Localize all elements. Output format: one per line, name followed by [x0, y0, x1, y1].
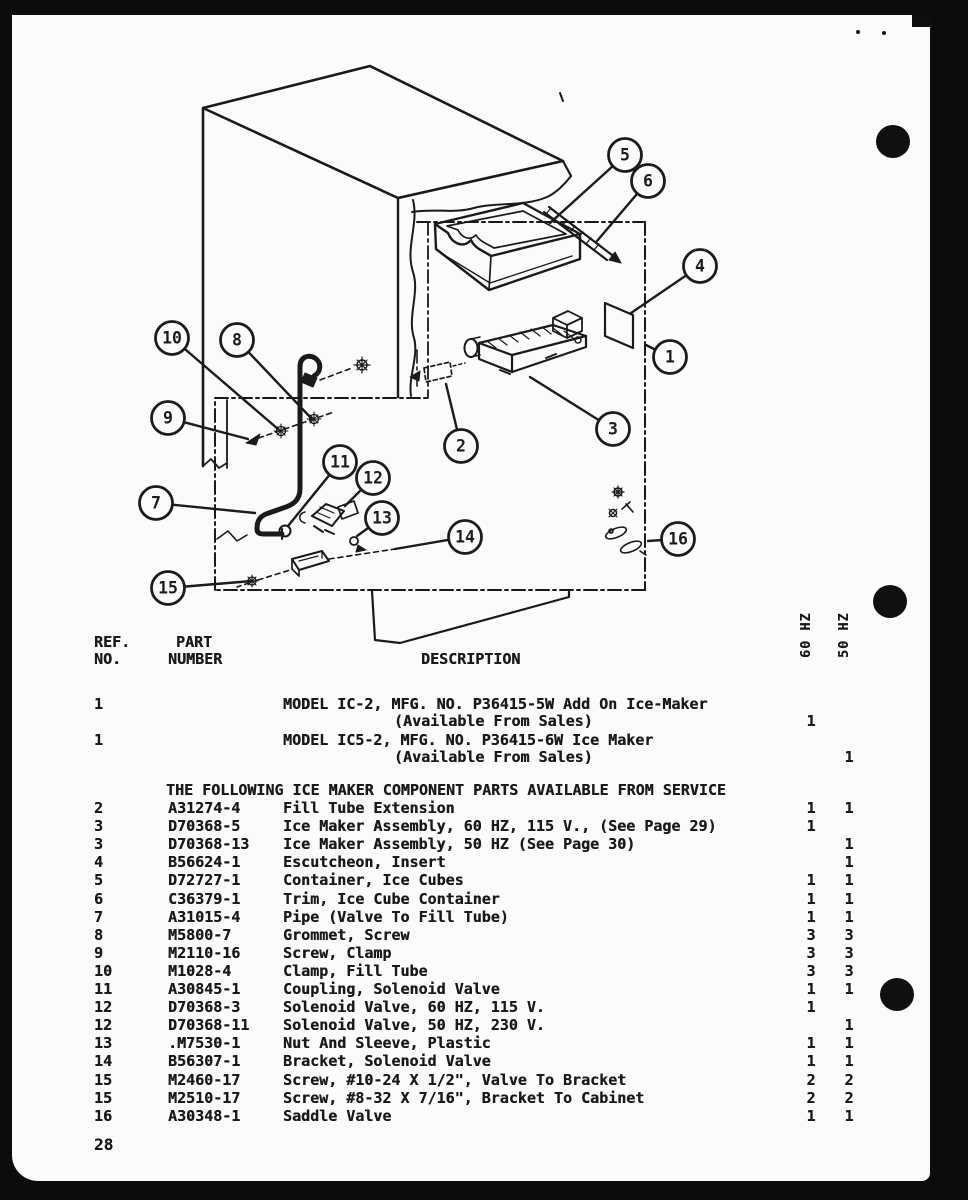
part-row — [0, 799, 968, 817]
callout-leader — [646, 345, 655, 350]
escutcheon — [605, 303, 633, 348]
part-number: D70368-11 — [168, 1016, 250, 1035]
qty-50hz: 1 — [844, 853, 854, 872]
qty-60hz: 1 — [806, 799, 816, 817]
part-row — [0, 944, 968, 962]
part-description: Saddle Valve — [283, 1106, 392, 1125]
callout-number: 13 — [372, 508, 392, 528]
qty-50hz: 1 — [844, 980, 854, 998]
callout-leader — [648, 540, 662, 541]
part-description: Solenoid Valve, 50 HZ, 230 V. — [283, 1016, 545, 1035]
callout-number: 8 — [232, 330, 242, 350]
callout-15 — [152, 572, 253, 605]
callout-leader — [395, 540, 449, 549]
part-row — [0, 980, 968, 998]
part-number: D70368-13 — [168, 835, 250, 854]
qty-60hz: 3 — [806, 925, 816, 944]
callout-leader — [184, 581, 252, 587]
solenoid-valve — [300, 501, 358, 534]
part-row — [0, 1016, 968, 1034]
part-row — [0, 908, 968, 926]
part-ref-no: 13 — [94, 1034, 113, 1053]
page-number: 28 — [94, 1135, 114, 1154]
part-row — [0, 853, 968, 871]
part-number: M2510-17 — [168, 1088, 241, 1107]
part-ref-no: 3 — [94, 817, 104, 836]
model-row-qty-50hz: 1 — [844, 748, 854, 766]
part-description: Ice Maker Assembly, 50 HZ (See Page 30) — [283, 835, 636, 854]
part-number: B56307-1 — [168, 1052, 241, 1071]
header-part-2: NUMBER — [168, 650, 223, 668]
callout-number: 10 — [162, 328, 182, 348]
callout-number: 11 — [330, 452, 350, 472]
callout-1 — [646, 341, 687, 374]
part-number: B56624-1 — [168, 853, 241, 872]
model-row-qty-60hz: 1 — [806, 712, 816, 730]
part-row — [0, 1107, 968, 1125]
part-number: D72727-1 — [168, 871, 241, 890]
header-50hz: 50 HZ — [836, 612, 852, 658]
part-ref-no: 3 — [94, 835, 104, 854]
header-ref-2: NO. — [94, 650, 122, 668]
qty-60hz: 1 — [806, 1052, 816, 1071]
qty-50hz: 3 — [844, 961, 854, 980]
callout-number: 3 — [608, 419, 618, 439]
part-number: M2460-17 — [168, 1070, 241, 1089]
callout-5 — [550, 139, 642, 224]
grommet-screw-clamp-line — [246, 412, 334, 445]
callout-9 — [152, 402, 249, 440]
part-ref-no: 2 — [94, 799, 104, 817]
part-row — [0, 926, 968, 944]
trim-strip — [544, 207, 621, 263]
callout-number: 1 — [665, 347, 675, 367]
part-description: Trim, Ice Cube Container — [283, 889, 500, 908]
part-ref-no: 11 — [94, 980, 113, 998]
part-ref-no: 12 — [94, 998, 113, 1017]
saddle-valve — [604, 486, 646, 555]
part-number: M5800-7 — [168, 925, 232, 944]
callout-number: 7 — [151, 493, 161, 513]
part-row — [0, 1071, 968, 1089]
callout-leader — [550, 166, 613, 223]
qty-60hz — [796, 853, 826, 871]
callout-leader — [446, 384, 457, 430]
part-ref-no: 16 — [94, 1106, 113, 1125]
qty-50hz: 1 — [844, 871, 854, 890]
section-note: THE FOLLOWING ICE MAKER COMPONENT PARTS AVAILABLE FROM SERVICE — [166, 781, 726, 799]
qty-50hz: 1 — [844, 1016, 854, 1035]
part-ref-no: 4 — [94, 853, 104, 872]
part-row — [0, 998, 968, 1016]
callout-number: 15 — [158, 578, 178, 598]
callout-number: 14 — [455, 527, 475, 547]
part-row — [0, 890, 968, 908]
callout-6 — [597, 165, 665, 242]
qty-60hz: 1 — [806, 980, 816, 998]
qty-60hz: 1 — [806, 871, 816, 890]
header-description: DESCRIPTION — [421, 650, 521, 668]
callout-leader — [172, 505, 255, 513]
qty-50hz: 1 — [844, 907, 854, 926]
part-ref-no: 15 — [94, 1070, 113, 1089]
callout-2 — [445, 384, 478, 463]
qty-60hz: 1 — [806, 998, 816, 1017]
part-ref-no: 7 — [94, 907, 104, 926]
callout-number: 4 — [695, 256, 705, 276]
part-row — [0, 835, 968, 853]
part-row — [0, 871, 968, 889]
qty-50hz — [834, 817, 864, 835]
model-row-line2: (Available From Sales) — [394, 712, 593, 730]
qty-60hz: 1 — [806, 907, 816, 926]
part-number: A30845-1 — [168, 980, 241, 998]
part-ref-no: 5 — [94, 871, 104, 890]
part-row — [0, 1052, 968, 1070]
part-description: Fill Tube Extension — [283, 799, 455, 817]
part-number: M2110-16 — [168, 943, 241, 962]
qty-60hz: 1 — [806, 889, 816, 908]
part-number: D70368-5 — [168, 817, 241, 836]
callout-leader — [357, 528, 369, 536]
qty-50hz: 3 — [844, 943, 854, 962]
fill-tube-extension — [410, 362, 465, 382]
qty-50hz: 3 — [844, 925, 854, 944]
qty-60hz: 1 — [806, 1106, 816, 1125]
callout-8 — [221, 324, 312, 419]
qty-60hz: 3 — [806, 943, 816, 962]
callout-number: 16 — [668, 529, 688, 549]
part-description: Bracket, Solenoid Valve — [283, 1052, 491, 1071]
callout-leader — [530, 377, 599, 420]
qty-60hz: 1 — [806, 1034, 816, 1053]
callout-number: 12 — [363, 468, 383, 488]
part-row — [0, 962, 968, 980]
model-row-line1: MODEL IC-2, MFG. NO. P36415-5W Add On Ice-Maker — [283, 695, 708, 713]
callout-number: 9 — [163, 408, 173, 428]
bracket — [237, 549, 395, 587]
part-description: Solenoid Valve, 60 HZ, 115 V. — [283, 998, 545, 1017]
qty-50hz: 1 — [844, 835, 854, 854]
header-ref-1: REF. — [94, 633, 131, 651]
header-part-1: PART — [176, 633, 213, 651]
part-row — [0, 1089, 968, 1107]
qty-50hz: 1 — [844, 889, 854, 908]
qty-50hz: 1 — [844, 1106, 854, 1125]
part-description: Screw, Clamp — [283, 943, 392, 962]
qty-60hz — [796, 835, 826, 853]
callout-number: 5 — [620, 145, 630, 165]
qty-50hz: 1 — [844, 799, 854, 817]
part-ref-no: 12 — [94, 1016, 113, 1035]
qty-60hz: 2 — [806, 1070, 816, 1089]
callout-7 — [140, 487, 256, 520]
part-description: Screw, #10-24 X 1/2", Valve To Bracket — [283, 1070, 627, 1089]
nut-and-sleeve — [350, 537, 366, 552]
part-description: Grommet, Screw — [283, 925, 410, 944]
qty-60hz — [796, 1016, 826, 1034]
callout-4 — [631, 250, 717, 314]
part-number: D70368-3 — [168, 998, 241, 1017]
callout-number: 6 — [643, 171, 653, 191]
callout-number: 2 — [456, 436, 466, 456]
part-number: C36379-1 — [168, 889, 241, 908]
part-number: A31274-4 — [168, 799, 241, 817]
part-description: Escutcheon, Insert — [283, 853, 446, 872]
part-description: Nut And Sleeve, Plastic — [283, 1034, 491, 1053]
part-description: Container, Ice Cubes — [283, 871, 464, 890]
clamp-screw-upper — [301, 357, 370, 387]
part-ref-no: 15 — [94, 1088, 113, 1107]
qty-50hz — [834, 998, 864, 1016]
callout-leader — [345, 490, 361, 506]
part-ref-no: 10 — [94, 961, 113, 980]
part-description: Clamp, Fill Tube — [283, 961, 428, 980]
qty-50hz: 1 — [844, 1052, 854, 1071]
part-ref-no: 8 — [94, 925, 104, 944]
callout-3 — [530, 377, 630, 446]
qty-60hz: 2 — [806, 1088, 816, 1107]
qty-50hz: 2 — [844, 1088, 854, 1107]
callout-16 — [648, 523, 695, 556]
callout-14 — [395, 521, 482, 554]
model-row-line2: (Available From Sales) — [394, 748, 593, 766]
part-ref-no: 6 — [94, 889, 104, 908]
model-row-ref: 1 — [94, 731, 104, 749]
part-ref-no: 14 — [94, 1052, 113, 1071]
part-number: .M7530-1 — [168, 1034, 241, 1053]
qty-50hz: 1 — [844, 1034, 854, 1053]
part-description: Pipe (Valve To Fill Tube) — [283, 907, 509, 926]
header-60hz: 60 HZ — [798, 612, 814, 658]
part-number: A30348-1 — [168, 1106, 241, 1125]
part-row — [0, 1034, 968, 1052]
part-description: Coupling, Solenoid Valve — [283, 980, 500, 998]
part-description: Ice Maker Assembly, 60 HZ, 115 V., (See Page 29) — [283, 817, 717, 836]
qty-60hz: 3 — [806, 961, 816, 980]
part-ref-no: 9 — [94, 943, 104, 962]
callout-13 — [357, 502, 399, 537]
model-row-line1: MODEL IC5-2, MFG. NO. P36415-6W Ice Maker — [283, 731, 654, 749]
part-number: M1028-4 — [168, 961, 232, 980]
callout-leader — [631, 275, 686, 313]
part-row — [0, 817, 968, 835]
part-description: Screw, #8-32 X 7/16", Bracket To Cabinet — [283, 1088, 645, 1107]
qty-50hz: 2 — [844, 1070, 854, 1089]
model-row-ref: 1 — [94, 695, 104, 713]
callout-leader — [185, 349, 278, 429]
qty-60hz: 1 — [806, 817, 816, 836]
part-number: A31015-4 — [168, 907, 241, 926]
callout-leader — [597, 194, 637, 241]
